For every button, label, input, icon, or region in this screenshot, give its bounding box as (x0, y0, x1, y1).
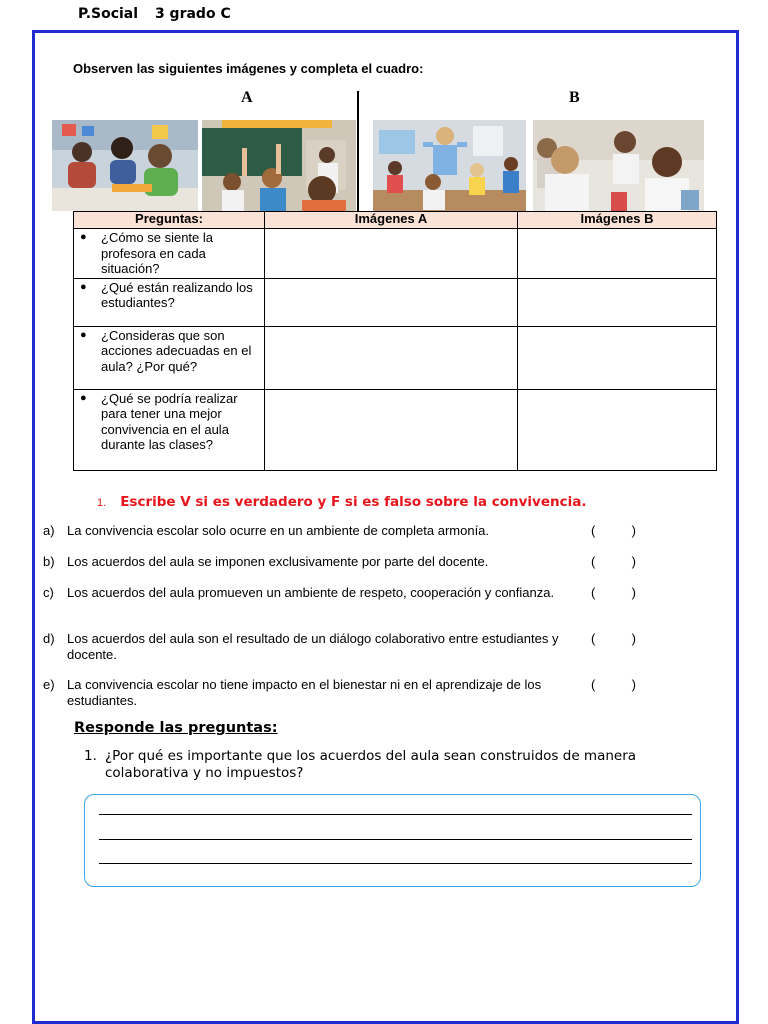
photo-b2-children-seated (533, 120, 704, 215)
item-letter: d) (43, 631, 55, 646)
answer-line[interactable] (99, 814, 692, 815)
column-b-label: B (569, 89, 580, 106)
question-number: 1. (84, 748, 97, 764)
answer-blank[interactable]: ( ) (591, 631, 636, 646)
item-letter: a) (43, 523, 55, 538)
comparison-table (73, 211, 717, 471)
answer-cell-b[interactable] (518, 389, 717, 470)
item-text: La convivencia escolar no tiene impacto en el bienestar ni en el aprendizaje de los estudiantes. (67, 677, 542, 708)
column-a-label: A (241, 89, 253, 106)
responde-title: Responde las preguntas: (74, 720, 278, 736)
item-text: Los acuerdos del aula son el resultado de un diálogo colaborativo entre estudiantes y docente. (67, 631, 559, 662)
item-letter: c) (43, 585, 54, 600)
bullet-icon: ● (80, 391, 87, 404)
answer-box[interactable] (84, 794, 701, 887)
section-number: 1. (97, 497, 107, 509)
section-1-title (97, 494, 586, 510)
photo-a1-students-working (52, 120, 198, 211)
table-row (74, 389, 717, 470)
answer-cell-a[interactable] (265, 389, 518, 470)
question-text: ¿Por qué es importante que los acuerdos del aula sean construidos de manera colaborativa y no impuestos? (105, 748, 637, 781)
worksheet-header (78, 6, 231, 22)
answer-cell-a[interactable] (265, 229, 518, 279)
question-text: ¿Qué están realizando los estudiantes? (101, 279, 253, 310)
table-row (74, 229, 717, 279)
header-preguntas: Preguntas: (74, 212, 265, 229)
instruction-text: Observen las siguientes imágenes y completa el cuadro: (73, 61, 424, 76)
table-row (74, 278, 717, 326)
header-imagenes-a: Imágenes A (265, 212, 518, 229)
subject-label: P.Social (78, 6, 139, 22)
item-text: Los acuerdos del aula se imponen exclusivamente por parte del docente. (67, 554, 489, 569)
answer-cell-b[interactable] (518, 326, 717, 389)
grade-label: 3 grado C (154, 6, 231, 22)
question-text: ¿Cómo se siente la profesora en cada situación? (101, 230, 213, 276)
answer-blank[interactable]: ( ) (591, 677, 636, 692)
answer-cell-a[interactable] (265, 278, 518, 326)
photo-a2-raised-hands (202, 120, 356, 211)
bullet-icon: ● (80, 280, 87, 293)
question-text: ¿Qué se podría realizar para tener una mejor convivencia en el aula durante las clases? (101, 390, 238, 452)
answer-blank[interactable]: ( ) (591, 554, 636, 569)
answer-cell-b[interactable] (518, 278, 717, 326)
answer-line[interactable] (99, 839, 692, 840)
answer-blank[interactable]: ( ) (591, 523, 636, 538)
answer-cell-a[interactable] (265, 326, 518, 389)
table-header-row (74, 212, 717, 229)
answer-blank[interactable]: ( ) (591, 585, 636, 600)
answer-cell-b[interactable] (518, 229, 717, 279)
answer-line[interactable] (99, 863, 692, 864)
column-divider (357, 91, 359, 215)
item-letter: b) (43, 554, 55, 569)
item-text: Los acuerdos del aula promueven un ambiente de respeto, cooperación y confianza. (67, 585, 555, 600)
bullet-icon: ● (80, 231, 87, 243)
table-row (74, 326, 717, 389)
question-text: ¿Consideras que son acciones adecuadas en el aula? ¿Por qué? (101, 327, 252, 374)
photo-b1-chaotic-class (373, 120, 526, 215)
item-letter: e) (43, 677, 55, 692)
header-imagenes-b: Imágenes B (518, 212, 717, 229)
item-text: La convivencia escolar solo ocurre en un ambiente de completa armonía. (67, 523, 490, 538)
section-title-text: Escribe V si es verdadero y F si es falso sobre la convivencia. (120, 494, 587, 510)
bullet-icon: ● (80, 328, 87, 341)
